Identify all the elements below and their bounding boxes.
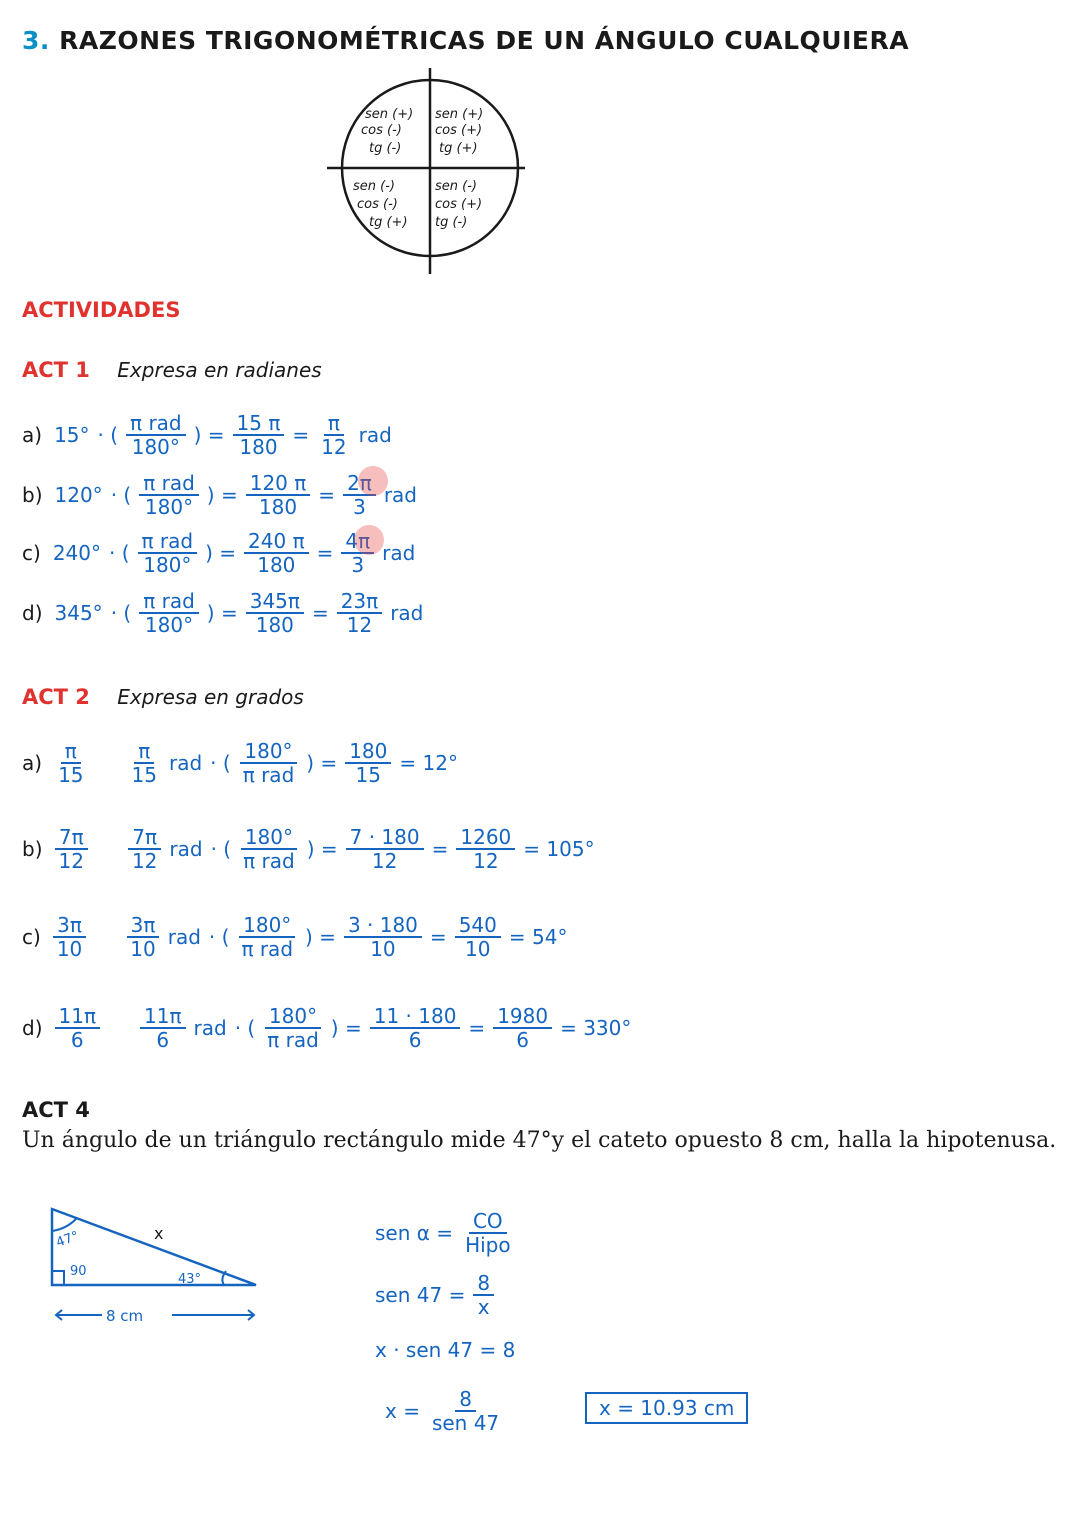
step4-fraction	[428, 1388, 503, 1434]
act1-letter: a)	[22, 423, 43, 447]
hypotenuse-label: x	[154, 1224, 164, 1243]
act2-conv	[239, 740, 299, 786]
act2-conv-den: π rad	[242, 763, 295, 787]
act1-letter: b)	[22, 483, 43, 507]
answer-box-wrap	[585, 1392, 748, 1424]
act2-result: = 330°	[560, 1016, 632, 1040]
act2-a-den: 6	[156, 1028, 170, 1052]
act1-mid	[244, 530, 309, 576]
act2-conv	[237, 914, 297, 960]
act2-a-num: 11π	[140, 1005, 186, 1029]
paren-open: · (	[210, 751, 231, 775]
act2-prod2	[455, 914, 501, 960]
step2-fraction	[473, 1272, 494, 1318]
act2-prod-num: 11 · 180	[370, 1005, 461, 1029]
step2-den: x	[477, 1295, 490, 1319]
act2-prod	[345, 740, 391, 786]
act2-a	[126, 914, 159, 960]
step1-lhs: sen α =	[375, 1221, 454, 1245]
paren-open: · (	[110, 483, 132, 507]
highlight-dot	[354, 525, 384, 555]
act2-prod-den: 10	[370, 937, 396, 961]
title-number: 3.	[22, 26, 50, 55]
equals: =	[316, 541, 334, 565]
act1-mid	[233, 412, 285, 458]
act2-unit: rad	[167, 925, 201, 949]
act2-q-num: 7π	[55, 826, 88, 850]
act2-prod-num: 7 · 180	[346, 826, 424, 850]
act2-prod2-den: 12	[473, 849, 499, 873]
act2-heading	[22, 685, 304, 709]
act1-unit: rad	[382, 541, 416, 565]
act2-letter: b)	[22, 837, 43, 861]
act1-res-den: 12	[346, 613, 373, 637]
q2-tg: tg (-)	[369, 141, 402, 156]
q2-sen: sen (+)	[365, 107, 414, 122]
act1-res	[337, 590, 383, 636]
paren-close: ) =	[330, 1016, 362, 1040]
act1-res-num: 4π	[341, 530, 374, 554]
act2-q	[54, 740, 87, 786]
act1-row	[22, 412, 392, 458]
paren-open: · (	[97, 423, 119, 447]
act1-mid-num: 240 π	[244, 530, 309, 554]
highlight-dot	[358, 466, 388, 496]
paren-close: ) =	[306, 751, 338, 775]
act2-conv-den: π rad	[241, 937, 294, 961]
step2-lhs: sen 47 =	[375, 1283, 466, 1307]
act1-res	[317, 412, 350, 458]
act1-res-den: 3	[351, 553, 365, 577]
act1-mid-num: 15 π	[233, 412, 285, 436]
act1-row	[22, 590, 423, 636]
q4-tg: tg (-)	[435, 215, 468, 230]
equals: =	[318, 483, 336, 507]
act4-problem: Un ángulo de un triángulo rectángulo mide 47°y el cateto opuesto 8 cm, halla la hipotenusa.	[22, 1128, 1057, 1153]
act1-conv	[139, 590, 199, 636]
angle-right-label: 43°	[178, 1272, 202, 1287]
act1-mid-num: 345π	[246, 590, 304, 614]
act2-a	[128, 740, 161, 786]
act1-mid-den: 180	[257, 553, 296, 577]
act1-res-den: 3	[353, 495, 366, 519]
act2-row	[22, 740, 458, 786]
q2-cos: cos (-)	[361, 123, 402, 138]
equals: =	[468, 1016, 486, 1040]
q3-sen: sen (-)	[353, 179, 395, 194]
step-2	[375, 1272, 494, 1318]
act2-q	[55, 826, 88, 872]
act1-conv-num: π rad	[126, 412, 186, 436]
page-title	[22, 26, 909, 55]
act2-q-num: 3π	[53, 914, 86, 938]
act1-res-den: 12	[321, 435, 347, 459]
act2-conv-den: π rad	[267, 1028, 319, 1052]
sign-circle-diagram	[325, 66, 525, 276]
act2-letter: a)	[22, 751, 43, 775]
step2-num: 8	[473, 1272, 494, 1296]
act2-q-den: 10	[56, 937, 83, 961]
act1-conv-den: 180°	[144, 613, 194, 637]
act2-a-num: 3π	[127, 914, 160, 938]
equals: =	[311, 601, 329, 625]
act1-letter: c)	[22, 541, 41, 565]
act2-q	[53, 914, 86, 960]
act2-q-den: 6	[70, 1028, 84, 1052]
act2-prod	[344, 914, 422, 960]
act2-conv-num: 180°	[265, 1005, 321, 1029]
act2-q-den: 12	[58, 849, 84, 873]
act2-a-den: 12	[131, 849, 158, 873]
paren-close: ) =	[305, 925, 336, 949]
act2-a	[128, 826, 161, 872]
act1-conv-num: π rad	[138, 530, 198, 554]
act2-prod2-num: 1260	[456, 826, 515, 850]
step-3: x · sen 47 = 8	[375, 1338, 516, 1362]
act1-mid-den: 180	[239, 435, 278, 459]
act1-conv	[126, 412, 186, 458]
act2-prod	[346, 826, 424, 872]
act2-prod2-num: 1980	[493, 1005, 552, 1029]
act2-prod2	[493, 1005, 552, 1051]
act1-res-num: π	[324, 412, 344, 436]
act2-result: = 105°	[523, 837, 595, 861]
q4-sen: sen (-)	[435, 179, 477, 194]
act2-result: = 12°	[399, 751, 458, 775]
angle-top-label: 47°	[54, 1228, 82, 1251]
act2-conv	[239, 826, 299, 872]
paren-close: ) =	[206, 601, 238, 625]
act1-conv-den: 180°	[144, 495, 194, 519]
paren-open: · (	[210, 837, 232, 861]
q1-sen: sen (+)	[435, 107, 484, 122]
act1-conv	[138, 530, 198, 576]
act2-q	[55, 1005, 101, 1051]
act1-degrees: 345°	[54, 601, 103, 625]
step1-fraction	[461, 1210, 515, 1256]
right-angle-label: 90	[70, 1264, 87, 1279]
q1-tg: tg (+)	[439, 141, 478, 156]
act2-prod-num: 3 · 180	[344, 914, 422, 938]
act2-row	[22, 826, 595, 872]
act2-unit: rad	[193, 1016, 227, 1040]
act4-label: ACT 4	[22, 1098, 90, 1122]
act2-label: ACT 2	[22, 685, 90, 709]
act2-q-den: 15	[58, 763, 84, 787]
act2-prod2-den: 6	[516, 1028, 529, 1052]
act2-result: = 54°	[508, 925, 568, 949]
q3-cos: cos (-)	[357, 197, 398, 212]
act2-a-num: π	[134, 740, 154, 764]
act2-a	[140, 1005, 186, 1051]
right-triangle-diagram	[48, 1205, 268, 1335]
act2-letter: c)	[22, 925, 41, 949]
answer-box: x = 10.93 cm	[585, 1392, 748, 1424]
act2-q-num: π	[61, 740, 81, 764]
equals: =	[429, 925, 447, 949]
act1-unit: rad	[383, 483, 418, 507]
q3-tg: tg (+)	[369, 215, 408, 230]
step1-den: Hipo	[465, 1233, 511, 1257]
equals: =	[292, 423, 310, 447]
act1-conv-den: 180°	[131, 435, 180, 459]
q4-cos: cos (+)	[435, 197, 483, 212]
paren-open: · (	[109, 541, 130, 565]
act2-prod-den: 6	[408, 1028, 422, 1052]
act1-degrees: 240°	[52, 541, 101, 565]
act1-conv	[139, 472, 199, 518]
act1-conv-num: π rad	[139, 590, 199, 614]
act1-res-num: 2π	[343, 472, 376, 496]
step-4	[385, 1388, 503, 1434]
act1-mid	[246, 590, 304, 636]
act2-prod-num: 180	[345, 740, 391, 764]
act1-mid-num: 120 π	[246, 472, 311, 496]
act1-degrees: 15°	[54, 423, 90, 447]
paren-open: · (	[234, 1016, 256, 1040]
act2-row	[22, 1005, 631, 1051]
act2-a-num: 7π	[128, 826, 161, 850]
act2-letter: d)	[22, 1016, 43, 1040]
act1-degrees: 120°	[54, 483, 103, 507]
q1-cos: cos (+)	[435, 123, 483, 138]
act1-res-num: 23π	[337, 590, 383, 614]
act2-conv-num: 180°	[240, 740, 296, 764]
act2-conv-num: 180°	[241, 826, 297, 850]
act2-prod2-den: 10	[465, 937, 491, 961]
act2-prod2	[456, 826, 515, 872]
act2-q-num: 11π	[55, 1005, 101, 1029]
act1-unit: rad	[390, 601, 424, 625]
act1-heading	[22, 358, 322, 382]
base-label: 8 cm	[106, 1307, 144, 1325]
act2-conv-den: π rad	[243, 849, 295, 873]
equals: =	[431, 837, 449, 861]
act2-conv-num: 180°	[239, 914, 295, 938]
paren-open: · (	[110, 601, 132, 625]
act2-a-den: 10	[130, 937, 156, 961]
step1-num: CO	[469, 1210, 507, 1234]
act2-prod-den: 12	[371, 849, 398, 873]
act2-row	[22, 914, 567, 960]
step4-den: sen 47	[431, 1411, 500, 1435]
act2-conv	[263, 1005, 323, 1051]
act2-prod	[370, 1005, 461, 1051]
act1-unit: rad	[358, 423, 392, 447]
act1-mid-den: 180	[258, 495, 298, 519]
act1-mid-den: 180	[255, 613, 294, 637]
act2-unit: rad	[168, 751, 203, 775]
activities-heading: ACTIVIDADES	[22, 298, 181, 322]
act2-prod2-num: 540	[455, 914, 501, 938]
act1-label: ACT 1	[22, 358, 90, 382]
act1-mid	[246, 472, 311, 518]
title-text: RAZONES TRIGONOMÉTRICAS DE UN ÁNGULO CUALQUIERA	[59, 26, 910, 55]
act1-letter: d)	[22, 601, 43, 625]
paren-open: · (	[208, 925, 230, 949]
act1-conv-den: 180°	[143, 553, 192, 577]
act2-instruction: Expresa en grados	[117, 685, 304, 709]
act2-unit: rad	[169, 837, 203, 861]
act1-conv-num: π rad	[139, 472, 199, 496]
act2-a-den: 15	[131, 763, 157, 787]
paren-close: ) =	[206, 483, 238, 507]
step-1	[375, 1210, 515, 1256]
paren-close: ) =	[193, 423, 225, 447]
act1-instruction: Expresa en radianes	[117, 358, 322, 382]
step4-num: 8	[455, 1388, 476, 1412]
act2-prod-den: 15	[355, 763, 381, 787]
step4-lhs: x =	[385, 1399, 420, 1423]
paren-close: ) =	[306, 837, 338, 861]
paren-close: ) =	[205, 541, 237, 565]
